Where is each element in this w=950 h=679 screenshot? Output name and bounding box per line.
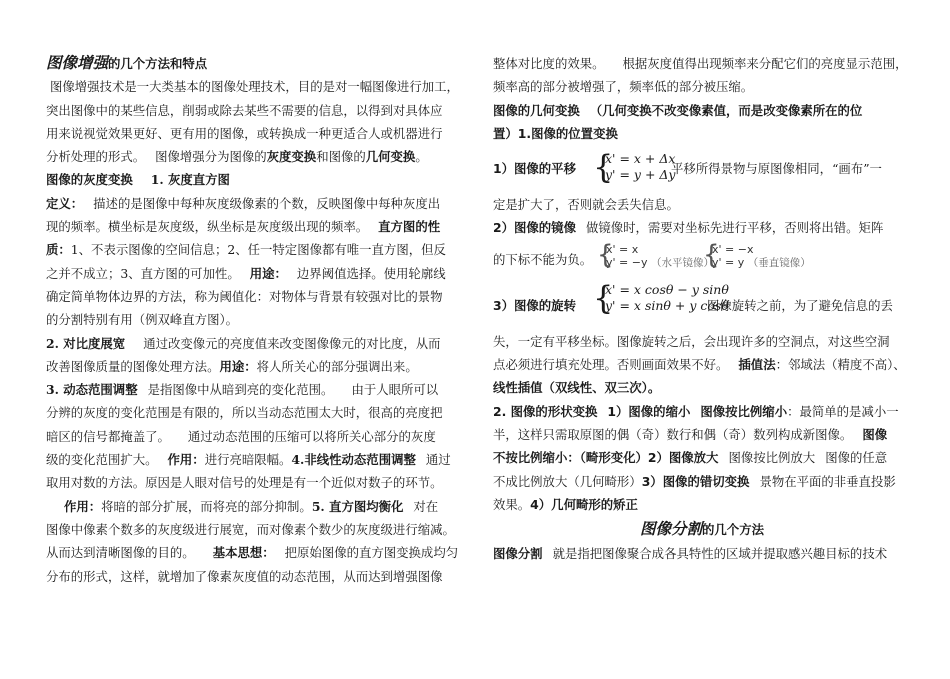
left-column [46, 52, 466, 588]
keyword: 1）图像的缩小 [607, 403, 691, 419]
paragraph-line [46, 495, 466, 518]
keyword: 基本思想： [212, 545, 275, 561]
text-run: 1、不表示图像的空间信息；2、任一特定图像都有唯一直方图，但反 [70, 242, 446, 258]
formula-row: x' = x cosθ − y sinθ [605, 281, 729, 297]
title-emphasis: 图像分割 [640, 520, 703, 539]
text-run: ：最简单的是减小一 [787, 403, 899, 419]
keyword: 作用： [167, 452, 205, 468]
keyword: 图像 [862, 426, 888, 442]
paragraph-line: 突出图像中的某些信息，削弱或除去某些不需要的信息，以得到对具体应 [46, 102, 443, 118]
keyword: 定义： [46, 195, 84, 211]
text-run: 分析处理的形式。 [46, 149, 146, 165]
rotation-formula: { x' = x cosθ − y sinθ y' = x sinθ + y cosθ [593, 281, 729, 317]
text-run: 图像按比例放大 [728, 450, 816, 466]
text-run: 暗区的信号都掩盖了。 [46, 428, 170, 444]
paragraph-line [46, 192, 466, 215]
text-run: 做镜像时，需要对坐标先进行平移，否则将出错。矩阵 [585, 220, 884, 236]
text-run: 点必须进行填充处理。否则画面效果不好。 [493, 357, 729, 373]
text-run: 图像旋转之前，为了避免信息的丢 [707, 297, 893, 313]
item-label: 3）图像的旋转 [493, 297, 576, 313]
text-run: 图像的任意 [825, 450, 888, 466]
text-run: 通过动态范围的压缩可以将所关心部分的灰度 [187, 428, 436, 444]
text-run: 现的频率。横坐标是灰度级，纵坐标是灰度级出现的频率。 [46, 219, 369, 235]
item-label: 2）图像的镜像 [493, 220, 576, 236]
paragraph-line [493, 216, 911, 239]
paragraph-line: 图像增强技术是一大类基本的图像处理技术，目的是对一幅图像进行加工， [50, 79, 459, 95]
keyword: 直方图的性 [378, 219, 441, 235]
paragraph-line [46, 238, 466, 261]
paragraph-line: 用来说视觉效果更好、更有用的图像，或转换成一种更适合人或机器进行 [46, 125, 443, 141]
paragraph-line [493, 446, 911, 469]
formula-row: x' = x [606, 242, 639, 256]
formula-tag: （水平镜像） [650, 256, 714, 269]
text-run: 景物在平面的非垂直投影 [759, 473, 896, 489]
paragraph-line: 取用对数的方法。原因是人眼对信号的处理是有一个近似对数子的环节。 [46, 475, 443, 491]
formula-row: x' = x + Δx [605, 151, 676, 167]
section-title-segmentation [493, 516, 911, 542]
text-run: 就是指把图像聚合成各具特性的区域并提取感兴趣目标的技术 [552, 546, 888, 562]
paragraph-line [46, 448, 466, 471]
paragraph-line: 定是扩大了，否则就会丢失信息。 [493, 197, 679, 213]
section-title-enhancement [46, 52, 466, 75]
text-run: 对在 [413, 498, 439, 514]
paragraph-line [493, 542, 911, 565]
paragraph-line [46, 145, 466, 168]
formula-row: y' = x sinθ + y cosθ [605, 297, 729, 313]
keyword: 用途： [249, 265, 287, 281]
keyword: 2. 图像的形状变换 [493, 403, 598, 419]
text-run: 从而达到清晰图像的目的。 [46, 545, 195, 561]
formula-row: y' = y [712, 255, 745, 269]
paragraph-line [46, 541, 466, 564]
paragraph-line [46, 425, 466, 448]
paragraph-line: 图像中像素个数多的灰度级进行展宽，而对像素个数少的灰度级进行缩减。 [46, 521, 455, 537]
mirror-formula-horizontal: { x' = x y' = −y （水平镜像） [597, 239, 714, 270]
keyword: 3. 动态范围调整 [46, 382, 138, 398]
rotation-block [493, 282, 911, 330]
text-run: 级的变化范围扩大。 [46, 452, 158, 468]
paragraph-line [46, 262, 466, 285]
text-run: 的下标不能为负。 [493, 251, 593, 267]
paragraph-line: 线性插值（双线性、双三次）。 [493, 380, 661, 396]
title-emphasis: 图像增强 [46, 54, 109, 72]
text-run: ：邻域法（精度不高）、 [775, 357, 906, 373]
text-run: 根据灰度值得出现频率来分配它们的亮度显示范围， [622, 56, 908, 71]
paragraph-line [493, 423, 911, 446]
paragraph-line [46, 332, 466, 355]
formula-row: x' = −x [712, 242, 754, 256]
text-run: 。 [415, 149, 428, 165]
formula-row: y' = −y [606, 255, 648, 269]
text-run: 图像增强分为图像的 [155, 149, 267, 165]
text-run: 边界阈值选择。使用轮廓线 [296, 265, 446, 281]
keyword: 4）几何畸形的矫正 [530, 496, 638, 512]
keyword: 图像按比例缩小 [700, 403, 788, 419]
keyword: 5. 直方图均衡化 [311, 498, 404, 514]
title-rest: 的几个方法 [702, 522, 764, 538]
subheading-geometric-transform [493, 99, 911, 122]
paragraph-line: 的分割特别有用（例双峰直方图）。 [46, 312, 239, 328]
paragraph-line: 确定简单物体边界的方法，称为阈值化：对物体与背景有较强对比的景物 [46, 288, 443, 304]
keyword: 插值法 [738, 357, 776, 373]
text-run: 描述的是图像中每种灰度级像素的个数，反映图像中每种灰度出 [93, 195, 441, 211]
text-run: 和图像的 [316, 149, 366, 165]
text-run: 通过改变像元的亮度值来改变图像像元的对比度，从而 [143, 335, 441, 351]
text-run: 通过 [425, 452, 451, 468]
text-run: 改善图像质量的图像处理方法。 [46, 358, 220, 374]
paragraph-line [46, 378, 466, 401]
text-run: 整体对比度的效果。 [493, 56, 605, 71]
right-column [493, 52, 911, 565]
text-run: 由于人眼所可以 [351, 382, 439, 398]
keyword: 灰度变换 [266, 149, 317, 165]
paragraph-line [46, 355, 466, 378]
keyword: 作用： [64, 498, 102, 514]
paragraph-line [493, 52, 911, 75]
paragraph-line [493, 493, 911, 516]
heading-text: 1. 灰度直方图 [150, 172, 230, 188]
paragraph-line: 分布的形式，这样，就增加了像素灰度值的动态范围，从而达到增强图像 [46, 568, 443, 584]
text-run: 把原始图像的直方图变换成均匀 [284, 545, 459, 561]
paragraph-line [46, 215, 466, 238]
heading-text: 图像的几何变换 [493, 102, 580, 118]
keyword: 图像分割 [493, 546, 543, 562]
mirror-formula-vertical: { x' = −x y' = y （垂直镜像） [703, 239, 811, 270]
text-run: 将人所关心的部分强调出来。 [256, 358, 418, 374]
keyword: 几何变换 [365, 149, 416, 165]
formula-tag: （垂直镜像） [747, 256, 811, 269]
translation-block [493, 145, 911, 193]
text-run: 之并不成立；3、直方图的可加性。 [46, 265, 240, 281]
mirror-block [493, 240, 911, 282]
paragraph-line [493, 470, 911, 493]
paragraph-line: 失，一定有平移坐标。图像旋转之后，会出现许多的空洞点，对这些空洞 [493, 333, 890, 349]
text-run: 是指图像中从暗到亮的变化范围。 [147, 382, 334, 398]
heading-text: 图像的灰度变换 [46, 172, 133, 188]
paragraph-line: 频率高的部分被增强了，频率低的部分被压缩。 [493, 79, 754, 95]
keyword: 2. 对比度展宽 [46, 335, 126, 351]
text-run: 不成比例放大（几何畸形） [493, 473, 642, 489]
subheading-position-transform: 置）1.图像的位置变换 [493, 125, 618, 141]
subheading-gray-transform [46, 168, 466, 191]
text-run: 进行亮暗限幅。 [204, 452, 292, 468]
formula-row: y' = y + Δy [605, 167, 676, 183]
text-run: 半，这样只需取原图的偶（奇）数行和偶（奇）数列构成新图像。 [493, 426, 853, 442]
keyword: 用途： [219, 358, 257, 374]
item-label: 1）图像的平移 [493, 161, 576, 177]
paragraph-line: 分辨的灰度的变化范围是有限的，所以当动态范围太大时，很高的亮度把 [46, 405, 443, 421]
text-run: 平移所得景物与原图像相同，“画布”一 [671, 161, 882, 177]
keyword: 不按比例缩小：（畸形变化）2）图像放大 [493, 450, 719, 466]
title-rest: 的几个方法和特点 [108, 56, 208, 71]
translation-formula: { x' = x + Δx y' = y + Δy [593, 148, 676, 187]
keyword: 4.非线性动态范围调整 [291, 452, 416, 468]
text-run: 将暗的部分扩展，而将亮的部分抑制。 [101, 498, 312, 514]
heading-text: （几何变换不改变像素值，而是改变像素所在的位 [589, 102, 863, 118]
keyword: 3）图像的错切变换 [641, 473, 750, 489]
keyword: 质： [46, 242, 71, 258]
paragraph-line [493, 400, 911, 423]
paragraph-line [493, 353, 911, 376]
text-run: 效果。 [493, 496, 531, 512]
